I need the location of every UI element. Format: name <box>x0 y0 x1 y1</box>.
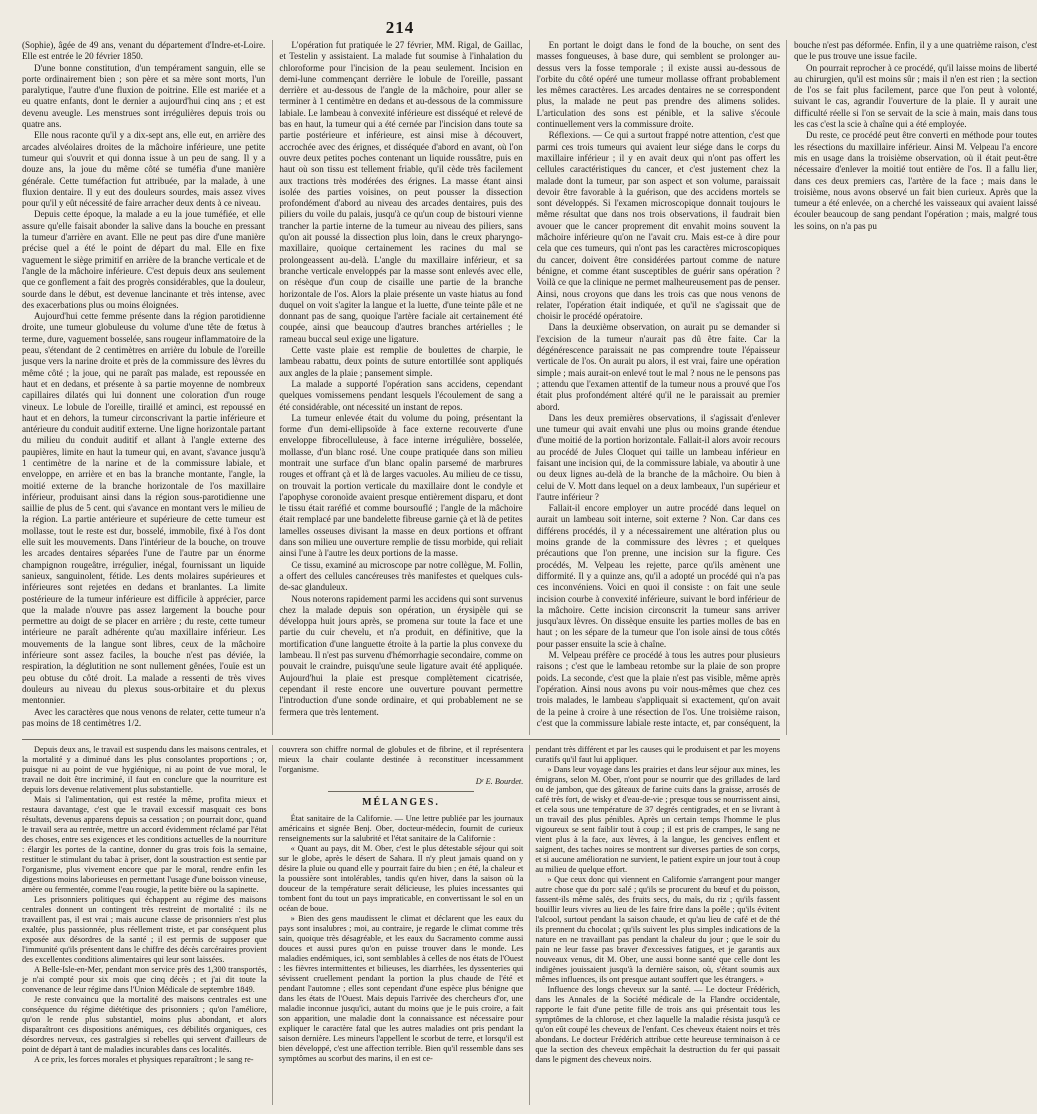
article-paragraph: Ce tissu, examiné au microscope par notre collègue, M. Follin, a offert des cellules cancéreuses très manifestes et quelques culs-de-sac glanduleux. <box>279 559 523 593</box>
article-paragraph: Dans les deux premières observations, il s'agissait d'enlever une tumeur qui avait envahi une plus ou moins grande étendue d'une moitié de la portion horizontale. Fallait-il alors avoir recours au procédé de Jules Cloquet qui taille un lambeau inférieur en faisant une incision qui, de la commissure labiale, va aboutir à une ou deux lignes au-delà de la branche de la mâchoire. Ou bien à celui de V. Mott dans lequel on a deux lambeaux, l'un supérieur et l'autre inférieur ? <box>536 412 780 502</box>
prison-paragraph: Je reste convaincu que la mortalité des maisons centrales est une conséquence du régime diététique des prisonniers ; qu'on l'améliore, qu'on le rende plus substantiel, moins plus abondant, et alors disparaîtront ces dispositions anémiques, ces débilités organiques, ces désordres nerveux, ces gastralgies si rebelles qui servent d'ailleurs de point de départ à tant de maladies incurables dans ces localités. <box>22 995 267 1054</box>
prison-paragraph: A Belle-Isle-en-Mer, pendant mon service près des 1,300 transportés, je n'ai compté pour six mois que cinq décès ; et j'ai dit toute la convenance de leur régime dans l'Union Médicale de septembre 1849. <box>22 965 267 994</box>
melanges-paragraph: Influence des longs cheveux sur la santé. — Le docteur Frédérich, dans les Annales de la Société médicale de la Flandre occidentale, rapporte le fait d'une petite fille de trois ans qui présentait tous les symptômes de la chlorose, et chez laquelle la maladie résista jusqu'à ce qu'on eût coupé les cheveux de l'enfant. Ces cheveux étaient noirs et très abondans. Le docteur Frédérich attribue cette heureuse terminaison à ce que la section des cheveux empêchait la destruction du fer qui passait dans le pigment des cheveux noirs. <box>535 985 780 1064</box>
article-paragraph: Elle nous raconte qu'il y a dix-sept ans, elle eut, en arrière des arcades alvéolaires droites de la mâchoire inférieure, une petite tumeur qui s'ouvrit et qui donna issue à un peu de sang. Il y a douze ans, la joue du même côté se tuméfia d'une manière générale. Cette tuméfaction fut attribuée, par la malade, à une fluxion dentaire. Il y eut des douleurs sourdes, mais assez vives pour qu'il y eût nécessité de faire arracher deux dents à ce niveau. <box>22 130 266 209</box>
article-paragraph: Avec les caractères que nous venons de relater, cette tumeur n'a pas moins de 18 centimètres 1/2. <box>22 706 266 728</box>
melanges-paragraph: « Quant au pays, dit M. Ober, c'est le plus détestable séjour qui soit sur le globe, après le désert de Sahara. Il n'y pleut jamais quand on y désire la pluie ou quand elle y pourrait faire du bien ; en été, la chaleur et la poussière sont intolérables, tandis qu'en hiver, dans la saison où la douceur de la température serait délicieuse, les pluies incessantes qui tombent font du tout un pays impraticable, en convertissant le sol en un océan de boue. <box>278 844 524 913</box>
melanges-paragraph: » Que ceux donc qui viennent en Californie s'arrangent pour manger autre chose que du porc salé ; qu'ils se procurent du bœuf et du poisson, fassent-ils même salés, des fruits secs, du maïs, du riz ; qu'ils fassent bouillir leurs vivres au lieu de les faire frire dans la poêle ; qu'ils évitent l'alcool, surtout pendant la saison chaude, et qu'au lieu de café et de thé ils prennent du chocolat ; qu'ils suivent les plus simples indications de la nature en ne travaillant pas pendant la chaleur du jour ; que le soir du pain ne leur fasse pas braver d'excessives fatigues, et je garantis aux nouveaux venus, dit M. Ober, une aussi bonne santé que celle dont les indigènes jouissaient jusqu'à la dernière saison, où, s'étant soumis aux mêmes influences, ils ont presque autant souffert que les étrangers. » <box>535 875 780 984</box>
melanges-paragraph: État sanitaire de la Californie. — Une lettre publiée par les journaux américains et signée Benj. Ober, docteur-médecin, fournit de curieux renseignements sur la salubrité et l'état sanitaire de la Californie : <box>278 814 524 843</box>
article-paragraph: En portant le doigt dans le fond de la bouche, on sent des masses fongueuses, à base dure, qui semblent se prolonger au-dessus vers la fosse temporale ; il existe aussi au-dessous de l'orbite du côté opéré une tumeur mollasse offrant probablement les mêmes caractères. Les arcades dentaires ne se correspondent plus, la malade ne peut pas prendre des alimens solides. L'articulation des sons est pénible, et la salive s'écoule continuellement vers la commissure droite. <box>536 40 780 130</box>
lower-section <box>22 745 780 1105</box>
section-title: MÉLANGES. <box>362 797 440 808</box>
melanges-paragraph: pendant très différent et par les causes qui le produisent et par les moyens curatifs qu'il faut lui appliquer. <box>535 745 780 764</box>
author-signature: Dʳ E. Bourdet. <box>475 777 524 786</box>
prison-paragraph: A ce prix, les forces morales et physiques reparaîtront ; le sang re- <box>34 1055 254 1064</box>
article-paragraph: (Sophie), âgée de 49 ans, venant du département d'Indre-et-Loire. Elle est entrée le 20 février 1850. <box>22 40 266 62</box>
article-paragraph: Du reste, ce procédé peut être converti en méthode pour toutes les résections du maxillaire inférieur. Ainsi M. Velpeau l'a encore mis en usage dans la troisième observation, où il était peut-être nécessaire d'enlever la moitié tout entière de l'os. Il a fallu lier, dans ces deux premiers cas, l'artère de la face ; mais dans le troisième, nous avons observé un fait bien curieux. Après que la tumeur a été enlevée, on a cherché les vaisseaux qui avaient laissé écouler beaucoup de sang pendant l'opération ; mais, malgré tous les soins, on n'a pas pu <box>793 130 1037 231</box>
article-paragraph: Dans la deuxième observation, on aurait pu se demander si l'excision de la tumeur n'aurait pas dû être faite. Car la dégénérescence paraissait ne pas comprendre toute l'épaisseur verticale de l'os. On aurait pu alors, il est vrai, faire une opération simple ; mais aurait-on enlevé tout le mal ? nous ne le pensons pas ; attendu que l'examen attentif de la tumeur nous a prouvé que l'os était plus profondément altéré qu'il ne le paraissait au premier abord. <box>536 322 780 412</box>
article-paragraph: Aujourd'hui cette femme présente dans la région parotidienne droite, une tumeur globuleuse du volume d'une tête de fœtus à terme, dure, vaguement bosselée, sans rougeur inflammatoire de la peau, s'étendant de 2 centimètres en arrière du lobule de l'oreille jusque vers la narine droite et près de la commissure des lèvres du même côté ; la joue, qui ne paraît pas malade, est repoussée en haut et en dedans, et présente à sa partie moyenne de nombreux capillaires dilatés qui lui donnent une coloration d'un rouge vineux. Le lobule de l'oreille, tiraillé et aminci, est repoussé en haut et en dehors, la tumeur circonscrivant la partie inférieure et antérieure du conduit auditif externe. Une ligne horizontale partant du milieu du conduit auditif et allant à l'angle externe des paupières, limite en haut la tumeur qui, en avant, s'avance jusqu'à 1 centimètre de la narine et de la commissure labiale, et enveloppe, en arrière et en bas la branche montante, l'angle, la moitié externe de la branche horizontale de l'os maxillaire inférieur, produisant ainsi dans la région sous-parotidienne une saillie de plus de 5 cent. qui s'avance en montant vers le milieu de la région. La partie antérieure et supérieure de cette tumeur est mollasse, tout le reste est dur, bosselé, immobile, fixé à l'os dont elle suit les mouvements. Dans l'intérieur de la bouche, on trouve les arcades dentaires séparées l'une de l'autre par un énorme champignon rougeâtre, irrégulier, inégal, fournissant un liquide sanieux, sanguinolent, fétide. Les dents molaires supérieures et inférieures sont rejetées en dedans et branlantes. La limite postérieure de la tumeur inférieure est difficile à apprécier, parce que la malade n'ouvre pas assez largement la bouche pour permettre au doigt de se placer en arrière ; du reste, cette tumeur intérieure ne paraît adhérente qu'au maxillaire inférieur. Les mouvements de la langue sont libres, ceux de la mâchoire inférieure sont assez faciles, la bouche n'est pas déviée, la respiration, la déglutition ne sont nullement gênées, l'ouïe est un peu obtuse du côté droit. La malade a ressenti de très vives douleurs au niveau du plexus sous-orbitaire et du plexus mentonnier. <box>22 311 266 706</box>
prison-paragraph: Mais si l'alimentation, qui est restée la même, profita mieux et restaura davantage, c'est que le travail excessif masquait ces bons résultats, devenus apparens depuis sa cessation ; on pourrait donc, quand le travail sera au rentrée, mettre un accord évidemment réclamé par l'état des choses, entre ses exigences et les conditions actuelles de la nourriture : élargir les portes de la cantine, donner du gras trois fois la semaine, restituer le stimulant du tabac à priser, dont la soustraction est sentie par l'organisme, plus vivement encore que par le moral, rendre enfin les digestions moins laborieuses en permettant l'usage d'une boisson vineuse, amère ou fermentée, comme l'eau rougie, la petite bière ou la sapinette. <box>22 795 267 894</box>
prison-paragraph: Depuis deux ans, le travail est suspendu dans les maisons centrales, et la mortalité y a diminué dans les plus consolantes proportions ; or, puisque ni au point de vue hygiénique, ni au point de vue moral, le travail ne doit être incriminé, il faut en conclure que la nourriture est depuis lors devenue relativement plus substantielle. <box>22 745 267 794</box>
reflexions-paragraph: Réflexions. — Ce qui a surtout frappé notre attention, c'est que parmi ces trois tumeurs qui avaient leur siége dans le corps du maxillaire inférieur ; il y en avait deux qui n'ont pas offert les cellules caractéristiques du cancer, et c'est justement chez la malade dont la tumeur, par son aspect et son volume, paraissait devoir être favorable à la guérison, que des accidens mortels se sont développés. Si l'examen microscopique donnait toujours le même résultat que dans nos trois observations, il faudrait bien avouer que le cancer proprement dit envahit moins souvent la mâchoire inférieure qu'on ne l'avait cru. Mais est-ce à dire pour cela que ces tumeurs, qui n'ont pas les caractères microscopiques du cancer, doivent être considérées partout comme de nature bénigne, et comme étant susceptibles de guérir sans opération ? Voilà ce que la clinique ne permet malheureusement pas de penser. Ainsi, nous croyons que dans les trois cas que nous venons de relater, l'opération était indiquée, et qu'il ne s'agissait que de choisir le procédé opératoire. <box>536 130 780 322</box>
page-number: 214 <box>385 18 415 37</box>
prison-paragraph: Les prisonniers politiques qui échappent au régime des maisons centrales donnent un contingent très restreint de mortalité : ils ne travaillent pas, il est vrai ; mais aucune classe de prisonniers n'est plus exaltée, plus passionnée, plus réellement triste, et par conséquent plus exposée aux désordres de la santé ; il est permis de supposer que l'immunité qu'ils présentent dans le chiffre des décès carcéraires provient des excellentes conditions alimentaires qui leur sont laissées. <box>22 895 267 964</box>
melanges-paragraph: » Bien des gens maudissent le climat et déclarent que les eaux du pays sont insalubres ; moi, au contraire, je regarde le climat comme très sain, quoique très désagréable, et les eaux du Sacramento comme aussi douces et aussi pures qu'on en puisse trouver dans le monde. Les maladies endémiques, ici, sont semblables à celles de nos états de l'Ouest : les fièvres intermittentes et bilieuses, les diarrhées, les dyssenteries qui sévissent cruellement pendant la portion la plus chaude de l'été et pendant l'automne ; elles sont cependant d'une espèce plus bénigne que dans les états de l'Ouest. Mais depuis l'arrivée des chercheurs d'or, une maladie inconnue jusqu'ici, autant du moins que je le puis croire, a fait son apparition, une maladie dont la connaissance est nécessaire pour expliquer le caractère fatal que les autres maladies ont pris pendant la saison dernière. Les mineurs l'appellent le scorbut de terre, et lorsqu'il est bien développé, c'est une affection terrible. Bien qu'il ressemble dans ses symptômes au scorbut des marins, il en est ce- <box>278 914 524 1063</box>
section-divider <box>22 739 780 740</box>
short-rule <box>328 791 475 792</box>
article-paragraph: D'une bonne constitution, d'un tempérament sanguin, elle se porte ordinairement bien ; son père et sa mère sont morts, l'un paralytique, l'autre d'une fluxion de poitrine. Elle est mariée et a eu quatre enfants, dont le dernier a aujourd'hui cinq ans ; et est devenu aveugle. Les menstrues sont irrégulières depuis trois ou quatre ans. <box>22 62 266 130</box>
article-paragraph: L'opération fut pratiquée le 27 février, MM. Rigal, de Gaillac, et Testelin y assistaient. La malade fut soumise à l'inhalation du chloroforme pour l'incision de la peau seulement. Incision en demi-lune commençant derrière le lobule de l'oreille, passant derrière et au-dessous de l'angle de la mâchoire, pour aller se terminer à 1 centimètre en dedans et au-dessous de la commissure labiale. Le lambeau à convexité inférieure est disséqué et relevé de bas en haut, la tumeur qui a été cernée par l'incision dans toute sa partie postérieure et inférieure, est ainsi mise à découvert, accrochée avec des érignes, et disséquée d'abord en avant, où l'on ouvre deux petites poches contenant un liquide roussâtre, puis en haut où son tissu est tellement friable, qu'il cède très facilement aux tractions très modérées des érignes. La masse étant ainsi isolée des parties voisines, on peut pousser la dissection profondément d'abord au niveau des arcades dentaires, puis des piliers du voile du palais, jusqu'à ce qu'un coup de bistouri vienne trancher la partie interne de la tumeur au niveau des piliers, sans qu'on ait poussé la dissection plus loin, dans le creux pharyngo-maxillaire, quoique certainement les racines du mal se prolongeassent au-delà. L'angle du maxillaire inférieur, et sa branche verticale enveloppés par la masse sont enlevés avec elle, on résèque d'un coup de cisaille une partie de la branche horizontale de l'os. Alors la plaie présente un vaste hiatus au fond duquel on voit s'agiter la langue et la luette, d'une teinte pâle et ne donnant pas de sang, quoique l'artère faciale ait certainement été coupée, ainsi que beaucoup d'autres branches artérielles ; le rameau buccal seul exige une ligature. <box>279 40 523 344</box>
article-paragraph: Fallait-il encore employer un autre procédé dans lequel on aurait un lambeau soit interne, soit externe ? Non. Car dans ces différens procédés, il y a nécessairement une altération plus ou moins grande de la commissure des lèvres ; et quelques précautions que l'on prenne, une incision sur la figure. Ces procédés, M. Velpeau les rejette, parce qu'ils amènent une difformité. Il y a quinze ans, qu'il a adopté un procédé qui n'a pas ces inconvéniens. Voici en quoi il consiste : on fait une seule incision courbe à convexité inférieure, suivant le bord inférieur de la mâchoire. Cette incision circonscrit la tumeur sans arriver jusqu'aux lèvres. On dissèque ensuite les parties molles de bas en haut ; on les sépare de la tumeur que l'on isole ainsi de tous côtés pour passer ensuite la scie à chaîne. <box>536 503 780 649</box>
article-paragraph: M. Velpeau préfère ce procédé à tous les autres pour plusieurs raisons ; c'est que le lambeau retombe sur la plaie de son propre poids. La seconde, c'est que la plaie n'est pas visible, même après l'opération. Ainsi nous avons pu voir nous-mêmes que chez ces trois malades, le lambeau s'appliquait si exactement, qu'on avait de la peine à croire à une résection de l'os. Une troisième raison, c'est que la commissure labiale reste intacte, et, par conséquent, la bouche n'est pas déformée. Enfin, il y a une quatrième raison, c'est que le pus trouve une issue facile. <box>536 40 1037 728</box>
article-paragraph: La tumeur enlevée était du volume du poing, présentant la forme d'un demi-ellipsoïde à face externe recouverte d'une enveloppe fibrocelluleuse, à face interne irrégulière, bosselée, mollasse, d'un blanc rosé. Une coupe pratiquée dans son milieu montrait une surface d'un blanc opalin parsemé de marbrures rouges et offrant çà et là de larges vacuoles. Au milieu de ce tissu, on trouvait la portion verticale du maxillaire dont le condyle et l'apophyse coronoïde avaient presque entièrement disparu, et dont le tissu était raréfié et comme boursouflé ; l'angle de la mâchoire était remplacé par une bandelette fibreuse garnie çà et là de petites lamelles osseuses divisant la masse en deux portions et offrant dans son milieu une ouverture remplie de tissu morbide, qui reliait ainsi l'une à l'autre les deux portions de la masse. <box>279 412 523 559</box>
prison-continuation: couvrera son chiffre normal de globules et de fibrine, et il représentera mieux la chair coulante destinée à reconstituer incessamment l'organisme. <box>278 745 524 774</box>
article-paragraph: Nous noterons rapidement parmi les accidens qui sont survenus chez la malade depuis son opération, un érysipèle qui se développa huit jours après, se promena sur toute la face et une partie du cuir chevelu, et n'a produit, en définitive, que la mortification d'une languette étroite à la partie la plus convexe du lambeau. Il n'est pas survenu d'hémorrhagie secondaire, comme on pouvait le craindre, puisqu'une seule ligature avait été appliquée. Aujourd'hui la plaie est presque complètement cicatrisée, cependant il reste encore une ouverture pouvant permettre l'introduction d'une sonde ordinaire, et qui probablement ne se fermera que très lentement. <box>279 593 523 717</box>
article-paragraph: Depuis cette époque, la malade a eu la joue tuméfiée, et elle assure qu'elle faisait abonder la salive dans la bouche en pressant la tumeur d'arrière en avant. Elle ne peut pas dire d'une manière précise quel a été le point de départ du mal. Elle en fixe vaguement le siège primitif en arrière de la branche verticale et de l'angle de la mâchoire inférieure. C'est depuis deux ans seulement que ce gonflement a fait des progrès considérables, que la douleur, sourde dans le début, est devenue lancinante et très intense, avec des exacerbations plus ou moins éloignées. <box>22 209 266 310</box>
article-paragraph: Cette vaste plaie est remplie de boulettes de charpie, le lambeau rabattu, deux points de suture entortillée sont appliqués aux angles de la plaie ; pansement simple. <box>279 345 523 378</box>
article-paragraph: La malade a supporté l'opération sans accidens, cependant quelques vomissemens pendant lesquels l'écoulement de sang a été considérable, ont nécessité un instant de repos. <box>279 378 523 412</box>
article-paragraph: On pourrait reprocher à ce procédé, qu'il laisse moins de liberté au chirurgien, qu'il est moins sûr ; mais il n'en est rien ; la section de l'os se fait plus facilement, parce que l'on peut à volonté, suivant le cas, agrandir l'ouverture de la plaie. Il y aurait une difficulté réelle si l'on se servait de la scie à main, mais dans tous les cas c'est la scie à chaîne qui a été employée. <box>793 62 1037 130</box>
upper-article <box>22 40 1037 735</box>
melanges-paragraph: » Dans leur voyage dans les prairies et dans leur séjour aux mines, les émigrans, selon M. Ober, n'ont pour se nourrir que des grillades de lard ou de jambon, que des gâteaux de farine cuits dans la graisse, arrosés de café très fort, de wisky et d'eau-de-vie ; presque tous se nourrissent ainsi, et cela sous une température de 37 degrés centigrades, et en se livrant à un travail des plus pénibles. Après un certain temps l'homme le plus vigoureux se sent faiblir tout à coup ; il est pris de crampes, le sang ne vient plus à la face, aux lèvres, à la langue, les gencives enflent et saignent, des taches noires se montrent sur diverses parties de son corps, et si aucune amélioration ne survient, le patient expire un jour tout à coup au milieu de quelque effort. <box>535 765 780 874</box>
